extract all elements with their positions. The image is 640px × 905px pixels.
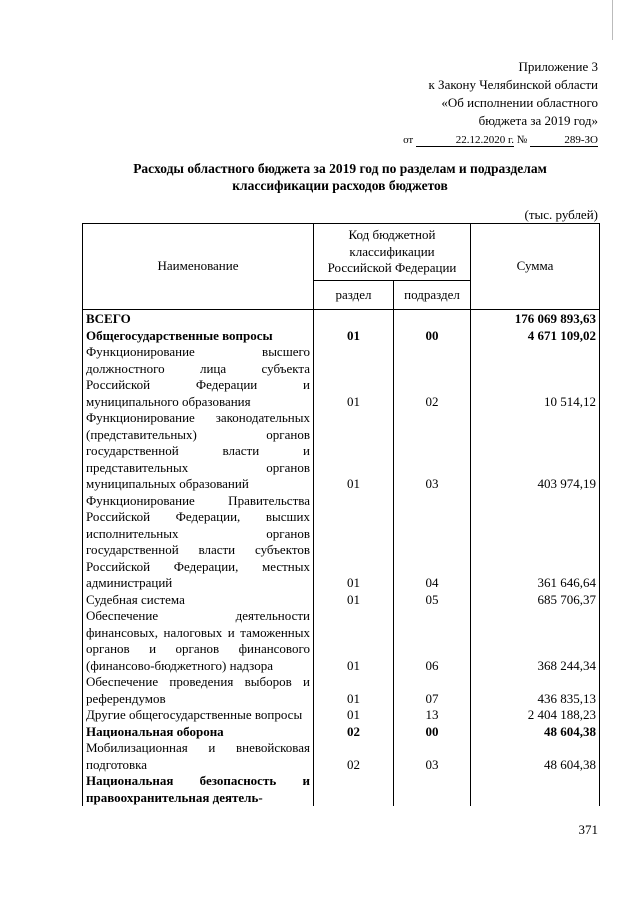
row-name: Другие общегосударственные вопросы: [83, 707, 314, 724]
row-name: Обеспечение проведения выборов и референдумов: [83, 674, 314, 707]
row-sum: [471, 773, 600, 806]
row-subsection: [394, 310, 471, 328]
header-name: Наименование: [83, 224, 314, 310]
row-section: 01: [314, 344, 394, 410]
table-row: [83, 674, 600, 707]
table-row: [83, 592, 600, 609]
row-name: Функционирование законодательных (представительных) органов государственной власти и представительных органов муниципальных образований: [83, 410, 314, 493]
page-number: 371: [578, 822, 598, 837]
row-sum: 436 835,13: [471, 674, 600, 707]
row-name: Национальная безопасность и правоохранительная деятель-: [83, 773, 314, 806]
title-line: классификации расходов бюджетов: [232, 178, 448, 193]
law-date: 22.12.2020 г.: [416, 134, 514, 147]
row-subsection: 04: [394, 493, 471, 592]
row-section: 01: [314, 592, 394, 609]
row-subsection: 13: [394, 707, 471, 724]
row-sum: 368 244,34: [471, 608, 600, 674]
title-line: Расходы областного бюджета за 2019 год по разделам и подразделам: [133, 161, 547, 176]
row-sum: 176 069 893,63: [471, 310, 600, 328]
row-section: 01: [314, 608, 394, 674]
row-section: [314, 310, 394, 328]
row-sum: 10 514,12: [471, 344, 600, 410]
header-sum: Сумма: [471, 224, 600, 310]
table-row: [83, 608, 600, 674]
table-row: [83, 328, 600, 345]
row-subsection: 03: [394, 740, 471, 773]
row-name: Судебная система: [83, 592, 314, 609]
row-name: Мобилизационная и вневойсковая подготовка: [83, 740, 314, 773]
row-section: 01: [314, 493, 394, 592]
row-sum: 685 706,37: [471, 592, 600, 609]
table-row: [83, 493, 600, 592]
number-label: №: [516, 134, 528, 146]
row-name: Функционирование Правительства Российской Федерации, высших исполнительных органов государственной власти субъектов Российской Федерации, местных администраций: [83, 493, 314, 592]
table-row: [83, 410, 600, 493]
appendix-line: к Закону Челябинской области: [428, 77, 598, 92]
law-reference-line: [403, 131, 598, 149]
row-section: [314, 773, 394, 806]
row-section: 01: [314, 410, 394, 493]
units-label: (тыс. рублей): [524, 207, 598, 222]
appendix-line: Приложение 3: [518, 59, 598, 74]
header-subsection: подраздел: [394, 281, 471, 310]
row-section: 01: [314, 674, 394, 707]
document-title: [80, 160, 600, 194]
row-name: Обеспечение деятельности финансовых, налоговых и таможенных органов и органов финансового (финансово-бюджетного) надзора: [83, 608, 314, 674]
law-number: 289-ЗО: [530, 134, 598, 147]
row-section: 01: [314, 328, 394, 345]
page-edge-line: [612, 0, 613, 40]
row-subsection: 02: [394, 344, 471, 410]
row-sum: 403 974,19: [471, 410, 600, 493]
row-name: Национальная оборона: [83, 724, 314, 741]
appendix-line: бюджета за 2019 год»: [478, 113, 598, 128]
from-label: от: [403, 134, 414, 146]
table-row: [83, 773, 600, 806]
row-name: Функционирование высшего должностного лица субъекта Российской Федерации и муниципального образования: [83, 344, 314, 410]
row-sum: 48 604,38: [471, 740, 600, 773]
header-section: раздел: [314, 281, 394, 310]
row-sum: 2 404 188,23: [471, 707, 600, 724]
appendix-line: «Об исполнении областного: [441, 95, 598, 110]
row-sum: 4 671 109,02: [471, 328, 600, 345]
table-row: [83, 344, 600, 410]
row-subsection: 00: [394, 724, 471, 741]
table-row: [83, 724, 600, 741]
row-subsection: [394, 773, 471, 806]
row-name: ВСЕГО: [83, 310, 314, 328]
row-section: 02: [314, 740, 394, 773]
row-section: 01: [314, 707, 394, 724]
row-subsection: 03: [394, 410, 471, 493]
row-section: 02: [314, 724, 394, 741]
row-sum: 361 646,64: [471, 493, 600, 592]
row-sum: 48 604,38: [471, 724, 600, 741]
table-row: [83, 740, 600, 773]
appendix-header: [403, 58, 598, 149]
row-subsection: 05: [394, 592, 471, 609]
expenditure-table: [82, 223, 600, 806]
row-subsection: 06: [394, 608, 471, 674]
row-subsection: 00: [394, 328, 471, 345]
table-row: [83, 707, 600, 724]
table-row: [83, 310, 600, 328]
row-name: Общегосударственные вопросы: [83, 328, 314, 345]
header-code: Код бюджетной классификации Российской Федерации: [314, 224, 471, 281]
row-subsection: 07: [394, 674, 471, 707]
